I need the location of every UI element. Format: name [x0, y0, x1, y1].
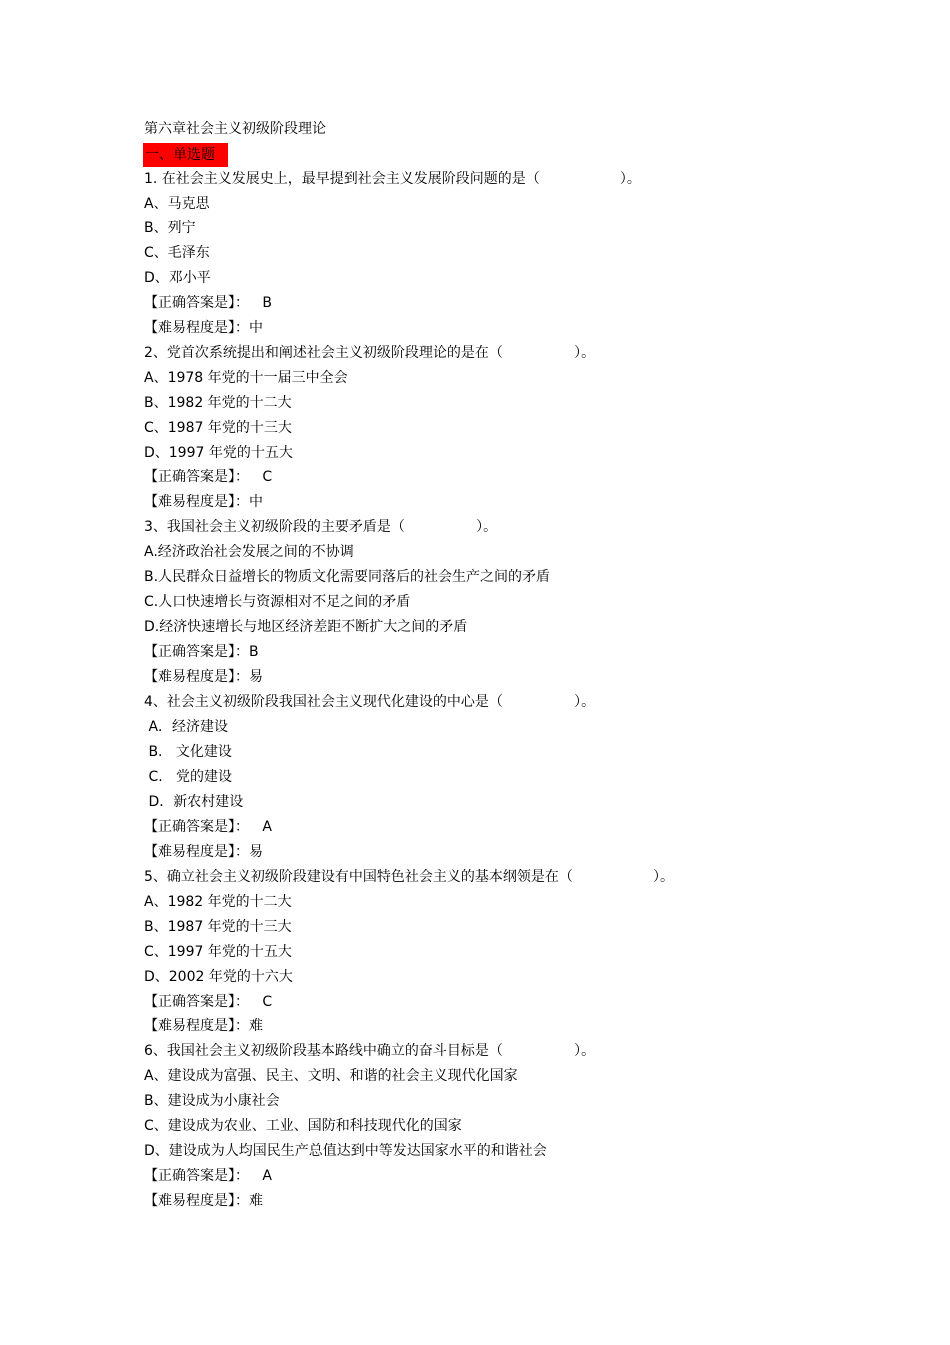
question-stem: 1. 在社会主义发展史上，最早提到社会主义发展阶段问题的是（ ）。 [144, 171, 641, 187]
option: D、2002 年党的十六大 [144, 969, 293, 985]
option: C. 党的建设 [144, 769, 233, 785]
answer-line: 【正确答案是】：B [144, 644, 259, 660]
option: B.人民群众日益增长的物质文化需要同落后的社会生产之间的矛盾 [144, 569, 551, 585]
option: A．经济建设 [144, 719, 229, 735]
option: D、建设成为人均国民生产总值达到中等发达国家水平的和谐社会 [144, 1143, 547, 1159]
option: B、列宁 [144, 220, 196, 236]
option: D.经济快速增长与地区经济差距不断扩大之间的矛盾 [144, 619, 468, 635]
question-stem: 3、我国社会主义初级阶段的主要矛盾是（ ）。 [144, 519, 498, 535]
difficulty-line: 【难易程度是】：中 [144, 320, 263, 336]
difficulty-line: 【难易程度是】：难 [144, 1018, 263, 1034]
option: C、建设成为农业、工业、国防和科技现代化的国家 [144, 1118, 462, 1134]
option: D、邓小平 [144, 270, 211, 286]
option: B、建设成为小康社会 [144, 1093, 280, 1109]
option: C.人口快速增长与资源相对不足之间的矛盾 [144, 594, 411, 610]
option: C、1997 年党的十五大 [144, 944, 292, 960]
question-stem: 4、社会主义初级阶段我国社会主义现代化建设的中心是（ ）。 [144, 694, 596, 710]
chapter-title: 第六章社会主义初级阶段理论 [144, 121, 326, 137]
answer-line: 【正确答案是】： C [144, 994, 273, 1010]
difficulty-line: 【难易程度是】：易 [144, 844, 263, 860]
option: B、1987 年党的十三大 [144, 919, 292, 935]
question-stem: 2、党首次系统提出和阐述社会主义初级阶段理论的是在（ ）。 [144, 345, 596, 361]
option: C、1987 年党的十三大 [144, 420, 292, 436]
answer-line: 【正确答案是】： B [144, 295, 272, 311]
question-stem: 5、确立社会主义初级阶段建设有中国特色社会主义的基本纲领是在（ ）。 [144, 869, 675, 885]
answer-line: 【正确答案是】： A [144, 1168, 272, 1184]
answer-line: 【正确答案是】： A [144, 819, 272, 835]
option: A、建设成为富强、民主、文明、和谐的社会主义现代化国家 [144, 1068, 518, 1084]
option: A、1982 年党的十二大 [144, 894, 292, 910]
option: D、1997 年党的十五大 [144, 445, 293, 461]
difficulty-line: 【难易程度是】：易 [144, 669, 263, 685]
option: D．新农村建设 [144, 794, 244, 810]
option: A、1978 年党的十一届三中全会 [144, 370, 348, 386]
option: A.经济政治社会发展之间的不协调 [144, 544, 354, 560]
difficulty-line: 【难易程度是】：中 [144, 494, 263, 510]
question-stem: 6、我国社会主义初级阶段基本路线中确立的奋斗目标是（ ）。 [144, 1043, 596, 1059]
option: A、马克思 [144, 196, 210, 212]
option: C、毛泽东 [144, 245, 210, 261]
option: B、1982 年党的十二大 [144, 395, 292, 411]
difficulty-line: 【难易程度是】：难 [144, 1193, 263, 1209]
answer-line: 【正确答案是】： C [144, 469, 273, 485]
option: B. 文化建设 [144, 744, 232, 760]
section-heading: 一、单选题 [143, 143, 228, 167]
